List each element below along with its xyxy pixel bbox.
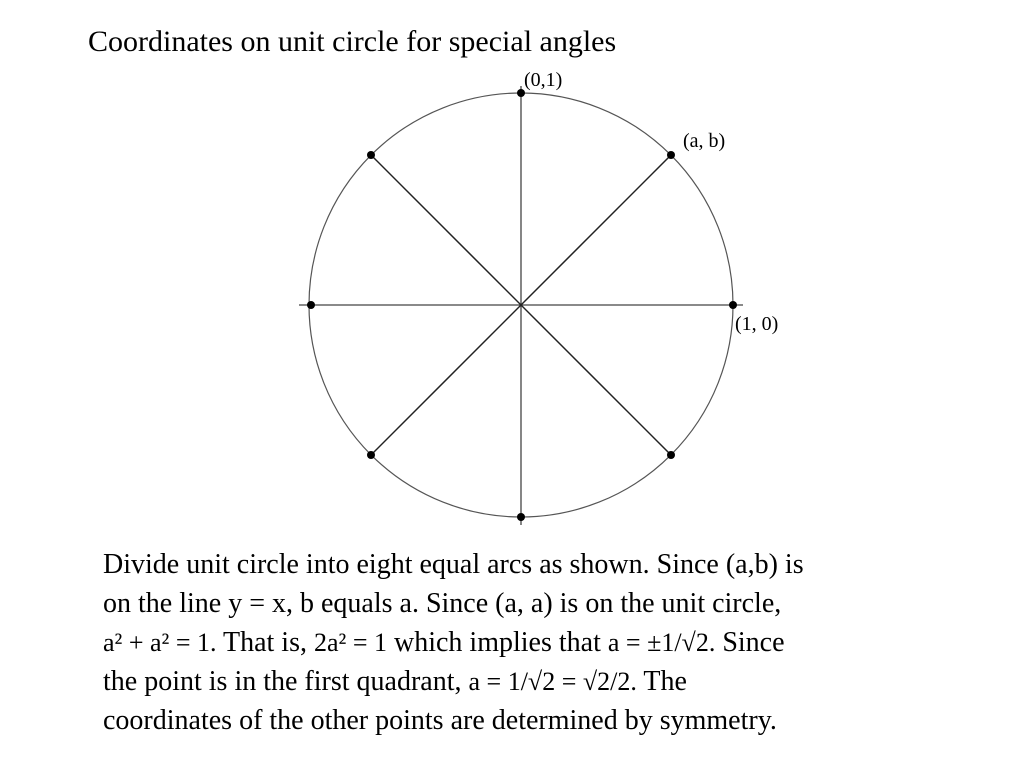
text-since: Since	[722, 627, 785, 658]
point-225-deg	[367, 451, 375, 459]
equation-a-value: a = 1/√2 = √2/2.	[468, 667, 637, 696]
label-1-0: (1, 0)	[735, 313, 779, 335]
point-135-deg	[367, 151, 375, 159]
point-315-deg	[667, 451, 675, 459]
paragraph-line-4	[103, 662, 983, 701]
label-a-b: (a, b)	[683, 130, 726, 152]
equation-2a2: 2a² = 1	[314, 628, 387, 657]
text-which-implies: which implies that	[394, 627, 601, 658]
point-270-deg	[517, 513, 525, 521]
label-0-1: (0,1)	[524, 69, 563, 91]
point-45-deg	[667, 151, 675, 159]
paragraph-line-1: Divide unit circle into eight equal arcs as shown. Since (a,b) is	[103, 549, 804, 580]
text-first-quadrant: the point is in the first quadrant,	[103, 666, 462, 697]
paragraph-line-5: coordinates of the other points are determined by symmetry.	[103, 705, 777, 736]
paragraph-line-2: on the line y = x, b equals a. Since (a, a) is on the unit circle,	[103, 588, 782, 619]
text-that-is: That is,	[223, 627, 307, 658]
page-title: Coordinates on unit circle for special angles	[88, 25, 617, 58]
text-the: The	[643, 666, 687, 697]
explanation-paragraph	[103, 545, 983, 740]
point-180-deg	[307, 301, 315, 309]
paragraph-line-3	[103, 623, 983, 662]
equation-a2-plus-a2: a² + a² = 1.	[103, 628, 217, 657]
point-0-deg	[729, 301, 737, 309]
equation-a-plus-minus: a = ±1/√2.	[607, 628, 716, 657]
